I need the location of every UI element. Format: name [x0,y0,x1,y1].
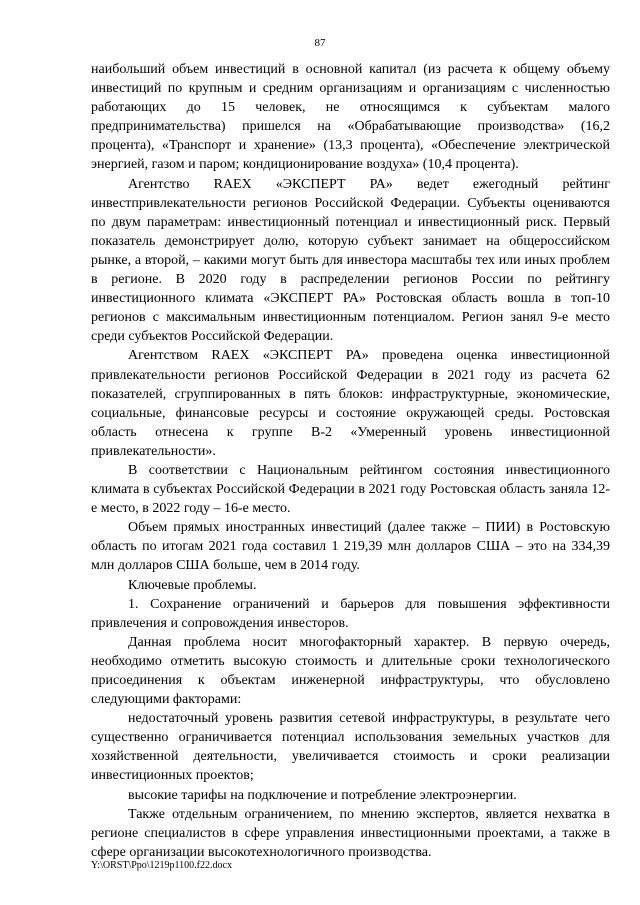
footer-file-path: Y:\ORST\Ppo\1219p1100.f22.docx [91,860,232,871]
paragraph: В соответствии с Национальным рейтингом состояния инвестиционного климата в субъектах Российской Федерации в 2021 году Ростовская область заняла 12-е место, в 2022 году – 16-е место. [91,462,610,517]
paragraph: Также отдельным ограничением, по мнению экспертов, является нехватка в регионе специалистов в сфере управления инвестиционными проектами, а также в сфере организации высокотехнологичного производства. [91,806,610,860]
paragraph: недостаточный уровень развития сетевой инфраструктуры, в результате чего существенно ограничивается потенциал использования земельных участков для хозяйственной деятельности, увеличивается стоимость и сроки реализации инвестиционных проектов; [91,711,610,784]
paragraph: Агентством RAEX «ЭКСПЕРТ РА» проведена оценка инвестиционной привлекательности регионов Российской Федерации в 2021 году из расчета 62 показателей, сгруппированных в пять блоков: инфраструктурные, экономические, социальные, финансовые ресурсы и состояние окружающей среды. Ростовская область отнесена к группе В-2 «Умеренный уровень инвестиционной привлекательности». [91,348,610,459]
page-number: 87 [314,37,326,49]
paragraph: Агентство RAEX «ЭКСПЕРТ РА» ведет ежегодный рейтинг инвестпривлекательности регионов Российской Федерации. Субъекты оцениваются по двум параметрам: инвестиционный потенциал и инвестиционный риск. Первый показатель демонстрирует долю, которую субъект занимает на общероссийском рынке, а второй, – какими могут быть для инвестора масштабы тех или иных проблем в регионе. В 2020 году в распределении регионов России по рейтингу инвестиционного климата «ЭКСПЕРТ РА» Ростовская область вошла в топ-10 регионов с максимальным инвестиционным потенциалом. Регион занял 9-е место среди субъектов Российской Федерации. [91,176,610,345]
paragraph: Ключевые проблемы. [128,577,257,593]
paragraph: Объем прямых иностранных инвестиций (далее также – ПИИ) в Ростовскую область по итогам 2021 года составил 1 219,39 млн долларов США – это на 334,39 млн долларов США больше, чем в 2014 году. [91,520,610,574]
paragraph: Данная проблема носит многофакторный характер. В первую очередь, необходимо отметить высокую стоимость и длительные сроки технологического присоединения к объектам инженерной инфраструктуры, что обусловлено следующими факторами: [91,634,610,708]
body-text [91,60,610,862]
paragraph: 1. Сохранение ограничений и барьеров для повышения эффективности привлечения и сопровождения инвесторов. [91,596,610,631]
paragraph: высокие тарифы на подключение и потребление электроэнергии. [128,787,517,803]
paragraph: наибольший объем инвестиций в основной капитал (из расчета к общему объему инвестиций по крупным и средним организациям и организациям с численностью работающих до 15 человек, не относящимся к субъектам малого предпринимательства) пришелся на «Обрабатывающие производства» (16,2 процента), «Транспорт и хранение» (13,3 процента), «Обеспечение электрической энергией, газом и паром; кондиционирование воздуха» (10,4 процента). [91,62,610,173]
